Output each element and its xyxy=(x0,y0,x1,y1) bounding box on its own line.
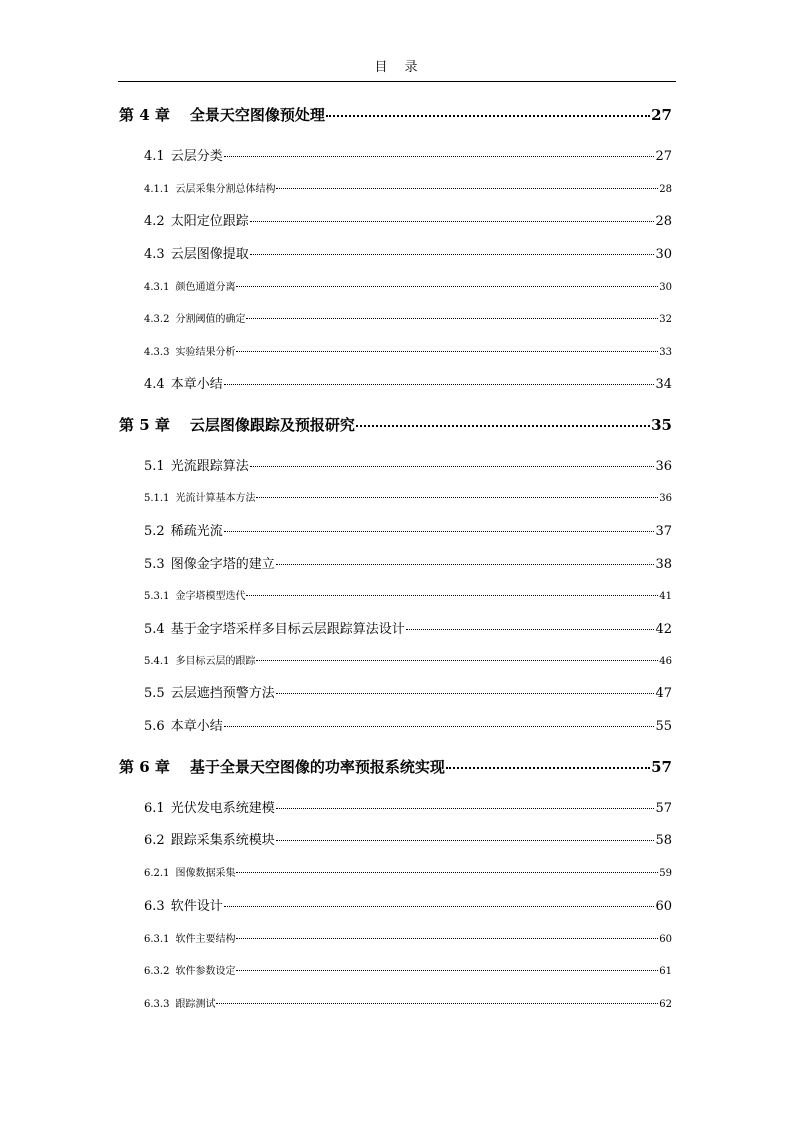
toc-entry-label xyxy=(144,310,245,325)
toc-page-number: 47 xyxy=(655,686,672,701)
toc-entry-title: 本章小结 xyxy=(170,377,223,392)
toc-entry-label xyxy=(144,930,235,945)
toc-entry-label xyxy=(144,895,223,914)
toc-entry-number: 5.3.1 xyxy=(144,591,170,602)
toc-entry-label xyxy=(144,587,245,602)
toc-dot-leader xyxy=(356,425,650,427)
toc-entry[interactable] xyxy=(144,829,672,848)
toc-dot-leader xyxy=(406,629,655,630)
toc-entry-number: 4.1.1 xyxy=(144,184,170,195)
toc-entry[interactable] xyxy=(119,104,672,125)
toc-page-number: 61 xyxy=(659,966,672,977)
toc-entry-number: 第 5 章 xyxy=(119,416,170,434)
toc-entry[interactable] xyxy=(144,243,672,262)
toc-page-number: 46 xyxy=(659,656,672,667)
toc-page-number: 57 xyxy=(651,758,672,776)
toc-entry-title: 云层分类 xyxy=(170,149,223,164)
toc-page-number: 38 xyxy=(655,557,672,572)
toc-entry-label xyxy=(144,210,249,229)
toc-entry-title: 图像数据采集 xyxy=(175,868,236,879)
toc-entry-title: 云层图像跟踪及预报研究 xyxy=(189,416,355,434)
toc-entry-label xyxy=(144,343,235,358)
toc-entry-title: 云层图像提取 xyxy=(170,247,249,262)
toc-entry[interactable] xyxy=(144,715,672,734)
toc-page-number: 27 xyxy=(651,106,672,124)
page-title: 目 录 xyxy=(374,60,420,75)
toc-page-number: 32 xyxy=(659,314,672,325)
toc-entry-number: 6.3.1 xyxy=(144,934,170,945)
toc-entry[interactable] xyxy=(144,587,672,602)
toc-page-number: 59 xyxy=(659,868,672,879)
toc-entry-number: 4.3.3 xyxy=(144,347,170,358)
toc-entry-label xyxy=(144,180,275,195)
toc-dot-leader xyxy=(236,286,658,287)
toc-dot-leader xyxy=(224,531,655,532)
toc-page-number: 36 xyxy=(659,493,672,504)
toc-entry-title: 云层遮挡预警方法 xyxy=(170,686,275,701)
toc-entry-title: 云层采集分割总体结构 xyxy=(175,184,276,195)
toc-page-number: 37 xyxy=(655,524,672,539)
toc-entry[interactable] xyxy=(144,962,672,977)
toc-entry-number: 6.2 xyxy=(144,833,165,848)
toc-entry-label xyxy=(144,715,223,734)
toc-entry-number: 6.3 xyxy=(144,899,165,914)
toc-entry[interactable] xyxy=(144,682,672,701)
toc-dot-leader xyxy=(246,318,658,319)
toc-entry[interactable] xyxy=(144,373,672,392)
toc-page-number: 42 xyxy=(655,622,672,637)
toc-entry-title: 图像金字塔的建立 xyxy=(170,557,275,572)
toc-entry-label xyxy=(144,373,223,392)
toc-entry-label xyxy=(144,962,235,977)
toc-entry-title: 光流计算基本方法 xyxy=(175,493,256,504)
toc-entry-title: 光伏发电系统建模 xyxy=(170,801,275,816)
toc-page-number: 57 xyxy=(655,801,672,816)
toc-dot-leader xyxy=(224,384,655,385)
toc-entry-number: 5.1.1 xyxy=(144,493,170,504)
toc-entry[interactable] xyxy=(119,414,672,435)
toc-dot-leader xyxy=(236,351,658,352)
toc-entry-number: 5.5 xyxy=(144,686,165,701)
toc-entry-number: 6.3.3 xyxy=(144,999,170,1010)
toc-entry-title: 基于金字塔采样多目标云层跟踪算法设计 xyxy=(170,622,405,637)
toc-page-number: 36 xyxy=(655,459,672,474)
toc-page-number: 60 xyxy=(659,934,672,945)
toc-entry-title: 分割阈值的确定 xyxy=(175,314,246,325)
toc-entry-label xyxy=(144,797,275,816)
toc-dot-leader xyxy=(224,906,655,907)
toc-entry[interactable] xyxy=(144,489,672,504)
toc-dot-leader xyxy=(276,188,658,189)
toc-entry-number: 第 4 章 xyxy=(119,106,170,124)
toc-entry[interactable] xyxy=(144,797,672,816)
toc-entry-label xyxy=(144,455,249,474)
toc-entry-number: 5.4 xyxy=(144,622,165,637)
toc-entry[interactable] xyxy=(119,756,672,777)
toc-entry-title: 基于全景天空图像的功率预报系统实现 xyxy=(189,758,445,776)
toc-entry-title: 跟踪测试 xyxy=(175,999,216,1010)
toc-page-number: 41 xyxy=(659,591,672,602)
toc-entry[interactable] xyxy=(144,455,672,474)
toc-entry-number: 4.4 xyxy=(144,377,165,392)
toc-entry-title: 太阳定位跟踪 xyxy=(170,214,249,229)
toc-page-number: 58 xyxy=(655,833,672,848)
toc-entry-label xyxy=(144,553,275,572)
toc-entry[interactable] xyxy=(144,145,672,164)
toc-entry-number: 4.3.1 xyxy=(144,282,170,293)
toc-entry-label xyxy=(144,145,223,164)
toc-entry-title: 软件设计 xyxy=(170,899,223,914)
toc-entry[interactable] xyxy=(144,180,672,195)
toc-entry-number: 4.3.2 xyxy=(144,314,170,325)
toc-dot-leader xyxy=(246,595,658,596)
toc-entry-label xyxy=(144,864,235,879)
toc-page-number: 33 xyxy=(659,347,672,358)
toc-page-number: 34 xyxy=(655,377,672,392)
toc-entry-title: 全景天空图像预处理 xyxy=(189,106,325,124)
toc-dot-leader xyxy=(256,660,658,661)
toc-entry-number: 5.4.1 xyxy=(144,656,170,667)
toc-entry[interactable] xyxy=(144,343,672,358)
toc-dot-leader xyxy=(276,808,655,809)
toc-page-number: 60 xyxy=(655,899,672,914)
toc-dot-leader xyxy=(326,115,650,117)
toc-entry-label xyxy=(144,243,249,262)
toc-entry-label xyxy=(144,682,275,701)
toc-dot-leader xyxy=(250,466,655,467)
toc-entry-label xyxy=(144,995,215,1010)
toc-entry[interactable] xyxy=(144,864,672,879)
toc-dot-leader xyxy=(276,564,655,565)
toc-entry-number: 第 6 章 xyxy=(119,758,170,776)
toc-dot-leader xyxy=(276,693,655,694)
toc-entry[interactable] xyxy=(144,995,672,1010)
toc-entry-number: 4.1 xyxy=(144,149,165,164)
toc-page-number: 28 xyxy=(655,214,672,229)
toc-entry[interactable] xyxy=(144,520,672,539)
toc-entry[interactable] xyxy=(144,553,672,572)
toc-entry[interactable] xyxy=(144,278,672,293)
toc-dot-leader xyxy=(236,938,658,939)
toc-entry-label xyxy=(144,489,255,504)
toc-dot-leader xyxy=(250,254,655,255)
toc-entry[interactable] xyxy=(144,210,672,229)
toc-entry-label xyxy=(119,104,325,125)
toc-entry-number: 4.3 xyxy=(144,247,165,262)
toc-entry-title: 软件参数设定 xyxy=(175,966,236,977)
toc-entry-title: 颜色通道分离 xyxy=(175,282,236,293)
toc-entry-number: 5.2 xyxy=(144,524,165,539)
toc-entry-label xyxy=(119,414,355,435)
toc-entry-title: 多目标云层的跟踪 xyxy=(175,656,256,667)
toc-entry-number: 4.2 xyxy=(144,214,165,229)
toc-entry-number: 6.2.1 xyxy=(144,868,170,879)
toc-entry[interactable] xyxy=(144,652,672,667)
toc-page-number: 28 xyxy=(659,184,672,195)
toc-page-number: 35 xyxy=(651,416,672,434)
toc-dot-leader xyxy=(256,497,658,498)
toc-entry-label xyxy=(144,618,405,637)
toc-entry-label xyxy=(144,520,223,539)
toc-dot-leader xyxy=(216,1003,658,1004)
toc-page-number: 55 xyxy=(655,719,672,734)
toc-entry-number: 5.6 xyxy=(144,719,165,734)
toc-entry-title: 跟踪采集系统模块 xyxy=(170,833,275,848)
toc-entry-label xyxy=(119,756,445,777)
toc-page-number: 62 xyxy=(659,999,672,1010)
toc-entry-title: 软件主要结构 xyxy=(175,934,236,945)
toc-dot-leader xyxy=(236,872,658,873)
toc-entry-number: 6.3.2 xyxy=(144,966,170,977)
toc-entry[interactable] xyxy=(144,930,672,945)
toc-dot-leader xyxy=(224,156,655,157)
toc-page-number: 30 xyxy=(655,247,672,262)
toc-entry-number: 5.3 xyxy=(144,557,165,572)
toc-entry-title: 光流跟踪算法 xyxy=(170,459,249,474)
toc-entry-title: 实验结果分析 xyxy=(175,347,236,358)
toc-entry-number: 6.1 xyxy=(144,801,165,816)
toc-entry[interactable] xyxy=(144,895,672,914)
toc-entry-label xyxy=(144,278,235,293)
toc-page-number: 30 xyxy=(659,282,672,293)
toc-page-number: 27 xyxy=(655,149,672,164)
toc-entry-label xyxy=(144,829,275,848)
toc-entry-title: 本章小结 xyxy=(170,719,223,734)
toc-entry[interactable] xyxy=(144,310,672,325)
toc-dot-leader xyxy=(446,767,650,769)
toc-dot-leader xyxy=(236,970,658,971)
toc-entry-label xyxy=(144,652,255,667)
toc-dot-leader xyxy=(276,840,655,841)
toc-entry-title: 稀疏光流 xyxy=(170,524,223,539)
toc-dot-leader xyxy=(224,726,655,727)
toc-entry-number: 5.1 xyxy=(144,459,165,474)
toc-entry-title: 金字塔模型迭代 xyxy=(175,591,246,602)
toc-dot-leader xyxy=(250,221,655,222)
toc-entry[interactable] xyxy=(144,618,672,637)
